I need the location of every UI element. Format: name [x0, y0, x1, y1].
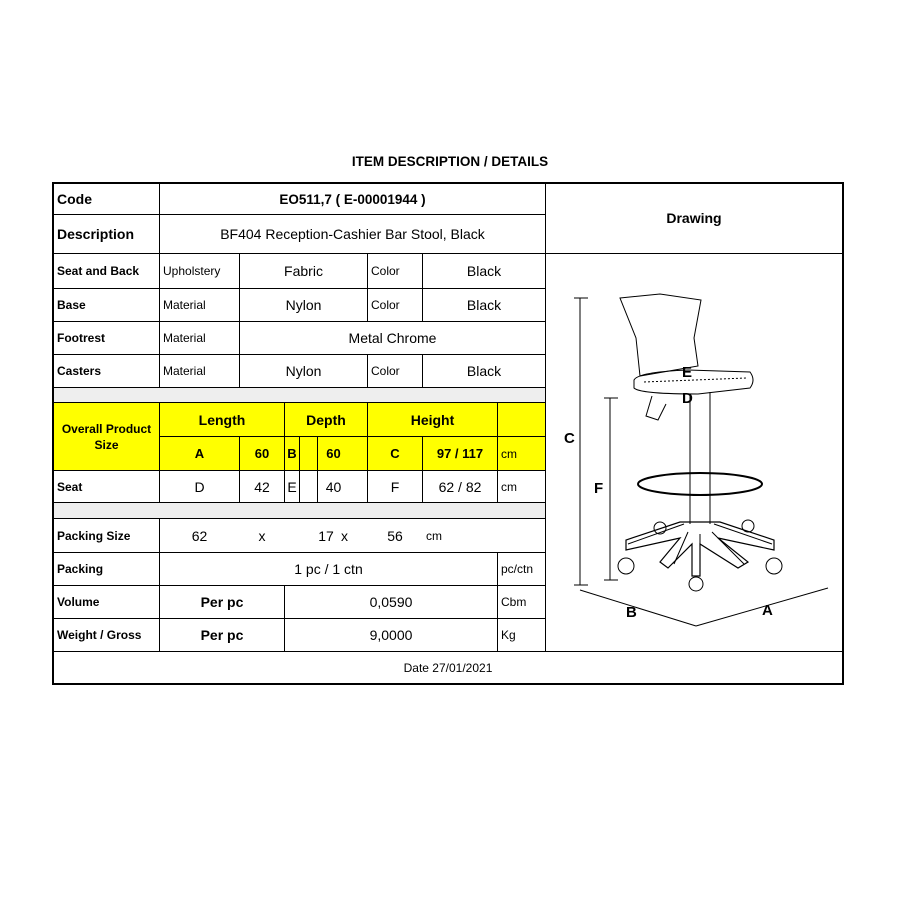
packing-size-label: Packing Size [57, 528, 131, 543]
volume-unit: Cbm [501, 595, 527, 609]
dimension-f-value: 62 / 82 [438, 478, 482, 495]
overall-unit: cm [501, 446, 517, 461]
volume-per: Per pc [200, 594, 244, 610]
color-label: Color [371, 264, 400, 278]
dimension-e-value: 40 [325, 478, 342, 495]
packing-times: x [258, 527, 266, 544]
material-value: Nylon [285, 297, 322, 313]
color-value: Black [466, 297, 502, 313]
material-value: Fabric [284, 263, 323, 279]
caster [766, 558, 782, 574]
code-label: Code [57, 191, 92, 207]
material-type-label: Material [163, 331, 206, 345]
footrest-ring [638, 473, 762, 495]
weight-label: Weight / Gross [57, 628, 142, 642]
weight-value: 9,0000 [369, 627, 413, 643]
date-footer: Date 27/01/2021 [403, 660, 493, 675]
drawing-label: Drawing [666, 209, 722, 226]
caster [742, 520, 754, 532]
material-type-label: Material [163, 298, 206, 312]
packing-unit: cm [426, 528, 442, 543]
material-part-label: Seat and Back [57, 264, 140, 278]
seat-unit: cm [501, 479, 517, 494]
dimension-a-value: 60 [254, 446, 270, 461]
dimension-c-value: 97 / 117 [436, 446, 484, 461]
material-part-label: Base [57, 298, 86, 312]
stool-drawing [564, 288, 830, 628]
volume-label: Volume [57, 595, 100, 609]
dimension-b-label: B [287, 446, 297, 461]
seat-label: Seat [57, 479, 83, 494]
material-type-label: Material [163, 364, 206, 378]
volume-value: 0,0590 [369, 594, 413, 610]
packing-height: 56 [387, 527, 403, 544]
spacer-row-shaded [54, 502, 545, 518]
weight-per: Per pc [200, 627, 244, 643]
description-value: BF404 Reception-Cashier Bar Stool, Black [220, 226, 485, 242]
dimension-d-label: D [194, 478, 205, 495]
material-part-label: Casters [57, 364, 102, 378]
dimension-d-value: 42 [254, 478, 270, 495]
letter-f: F [594, 480, 604, 497]
code-value: EO511,7 ( E-00001944 ) [279, 191, 426, 207]
overall-size-label: Overall Product Size [61, 421, 152, 452]
caster [618, 558, 634, 574]
weight-unit: Kg [501, 628, 516, 642]
depth-header: Depth [306, 411, 346, 428]
packing-label: Packing [57, 562, 104, 576]
packing-unit: pc/ctn [501, 562, 534, 576]
packing-times: x [341, 527, 348, 544]
spacer-row-shaded [54, 388, 545, 402]
dimension-a-label: A [194, 446, 205, 461]
description-label: Description [57, 226, 135, 242]
dimension-b-line [580, 590, 696, 626]
letter-e: E [682, 364, 693, 381]
color-value: Black [466, 363, 502, 379]
material-type-label: Upholstery [163, 264, 221, 278]
dimension-c-label: C [390, 446, 400, 461]
color-label: Color [371, 298, 400, 312]
height-header: Height [410, 411, 455, 428]
document-title: ITEM DESCRIPTION / DETAILS [351, 154, 549, 169]
material-value: Metal Chrome [348, 330, 437, 346]
stool-diagram [568, 288, 830, 628]
letter-b: B [626, 604, 637, 621]
letter-d: D [682, 390, 693, 407]
material-part-label: Footrest [57, 331, 105, 345]
packing-width: 17 [318, 527, 334, 544]
dimension-b-value: 60 [326, 446, 341, 461]
color-value: Black [466, 263, 502, 279]
material-value: Nylon [285, 363, 322, 379]
color-label: Color [371, 364, 400, 378]
dimension-f-label: F [390, 478, 400, 495]
caster [689, 577, 703, 591]
letter-a: A [762, 602, 773, 619]
lever-shape [646, 396, 666, 420]
letter-c: C [564, 430, 575, 447]
packing-length: 62 [191, 527, 208, 544]
dimension-e-label: E [287, 478, 297, 495]
packing-value: 1 pc / 1 ctn [294, 561, 363, 577]
length-header: Length [198, 411, 246, 428]
